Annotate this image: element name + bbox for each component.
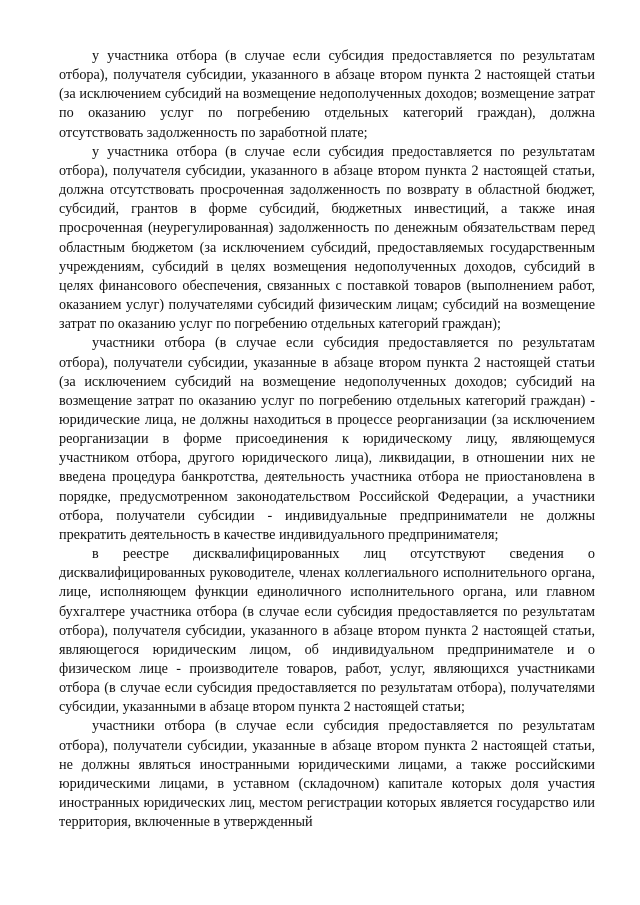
paragraph-wage-arrears: у участника отбора (в случае если субсидия предоставляется по результатам отбора), получателя субсидии, указанного в абзаце втором пункта 2 настоящей статьи (за исключением субсидий на возмещение недополученных доходов; возмещение затрат по оказанию услуг по погребению отдельных категорий граждан), должна отсутствовать задолженность по заработной плате; — [59, 48, 595, 141]
document-page — [59, 47, 595, 832]
paragraph-foreign-entities: участники отбора (в случае если субсидия предоставляется по результатам отбора), получатели субсидии, указанные в абзаце втором пункта 2 настоящей статьи, не должны являться иностранными юридическими лицами, а также российскими юридическими лицами, в уставном (складочном) капитале которых доля участия иностранных юридических лиц, местом регистрации которых является государство или территория, включенные в утвержденный — [59, 718, 595, 831]
paragraph-budget-debt: у участника отбора (в случае если субсидия предоставляется по результатам отбора), получателя субсидии, указанного в абзаце втором пункта 2 настоящей статьи, должна отсутствовать просроченная задолженность по возврату в областной бюджет, субсидий, грантов в форме субсидий, бюджетных инвестиций, а также иная просроченная (неурегулированная) задолженность по денежным обязательствам перед областным бюджетом (за исключением субсидий, предоставляемых государственным учреждениям, субсидий в целях возмещения недополученных доходов, субсидий в целях финансового обеспечения, связанных с поставкой товаров (выполнением работ, оказанием услуг) получателями субсидий физическим лицам; субсидий на возмещение затрат по оказанию услуг по погребению отдельных категорий граждан); — [59, 143, 595, 333]
paragraph-reorganization: участники отбора (в случае если субсидия предоставляется по результатам отбора), получатели субсидии, указанные в абзаце втором пункта 2 настоящей статьи (за исключением субсидий на возмещение недополученных доходов; субсидий на возмещение затрат по оказанию услуг по погребению отдельных категорий граждан) - юридические лица, не должны находиться в процессе реорганизации (за исключением реорганизации в форме присоединения к юридическому лицу, являющемуся участником отбора, другого юридического лица), ликвидации, в отношении них не введена процедура банкротства, деятельность участника отбора не приостановлена в порядке, предусмотренном законодательством Российской Федерации, а участники отбора, получатели субсидии - индивидуальные предприниматели не должны прекратить деятельность в качестве индивидуального предпринимателя; — [59, 335, 595, 543]
paragraph-disqualified-persons: в реестре дисквалифицированных лиц отсутствуют сведения о дисквалифицированных руководителе, членах коллегиального исполнительного органа, лице, исполняющем функции единоличного исполнительного органа, или главном бухгалтере участника отбора (в случае если субсидия предоставляется по результатам отбора), получателя субсидии, указанного в абзаце втором пункта 2 настоящей статьи, являющегося юридическим лицом, об индивидуальном предпринимателе и о физическом лице - производителе товаров, работ, услуг, являющихся участниками отбора (в случае если субсидия предоставляется по результатам отбора), получателями субсидии, указанными в абзаце втором пункта 2 настоящей статьи; — [59, 546, 595, 716]
